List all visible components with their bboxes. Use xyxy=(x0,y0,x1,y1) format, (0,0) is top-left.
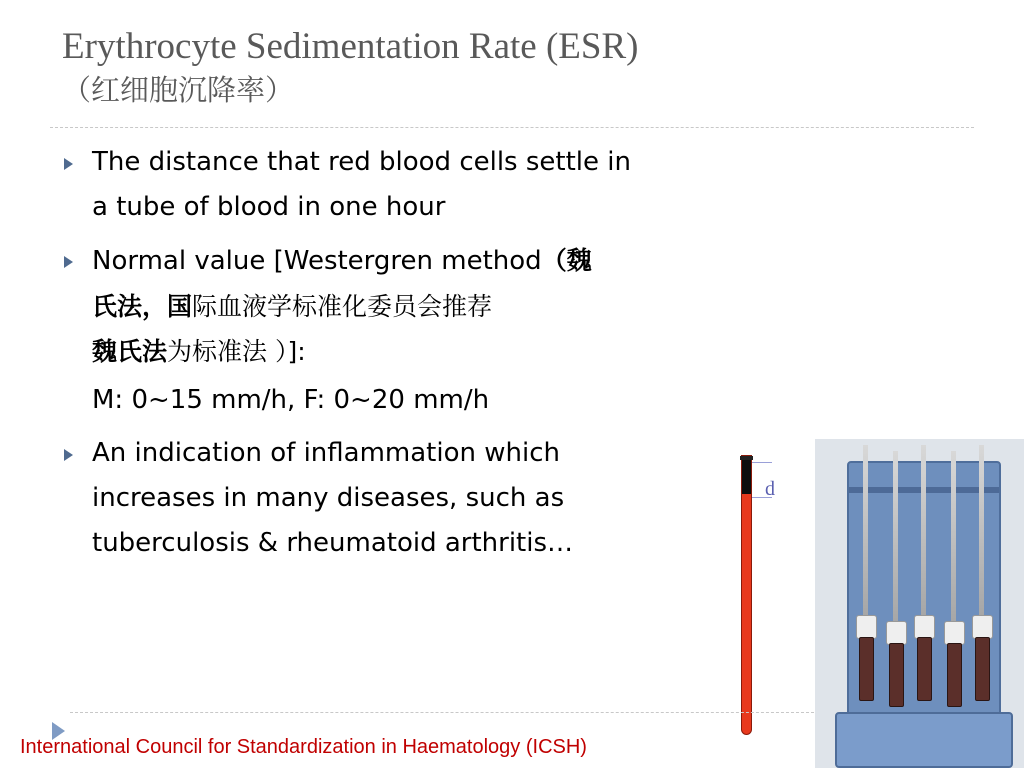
sedimentation-tube xyxy=(741,455,752,735)
pipette xyxy=(951,451,956,661)
bullet-indication xyxy=(60,431,730,566)
pipette xyxy=(921,445,926,655)
method-paren: （魏 xyxy=(541,246,592,275)
slide-title xyxy=(62,24,962,110)
pipette xyxy=(863,445,868,655)
distance-label: d xyxy=(765,478,775,500)
bullet-definition xyxy=(60,140,730,230)
pipette-clamp xyxy=(886,621,907,645)
bullet-normal-value xyxy=(60,238,730,374)
rack-base xyxy=(835,712,1013,768)
pipette xyxy=(979,445,984,655)
bullet-text-line xyxy=(92,238,730,284)
tube-cap xyxy=(740,456,753,460)
triangle-right-icon xyxy=(64,449,73,461)
esr-rack-photo xyxy=(815,439,1024,768)
pipette-clamp xyxy=(944,621,965,645)
normal-values: M: 0~15 mm/h, F: 0~20 mm/h xyxy=(92,385,490,415)
plasma-layer xyxy=(742,456,751,494)
bullet-text-line xyxy=(92,284,730,329)
chinese-bold-text: 氏法，国 xyxy=(92,292,193,321)
blood-vial xyxy=(917,637,932,701)
chinese-text: 为标准法 ）]: xyxy=(167,337,306,366)
blood-vial xyxy=(889,643,904,707)
method-label: Normal value [Westergren method xyxy=(92,246,542,276)
bullet-text-line xyxy=(92,329,730,374)
pipette-clamp xyxy=(856,615,877,639)
bullet-text-line: a tube of blood in one hour xyxy=(92,192,446,222)
blood-vial xyxy=(859,637,874,701)
title-main: Erythrocyte Sedimentation Rate (ESR) xyxy=(62,26,639,67)
pipette-clamp xyxy=(972,615,993,639)
bullet-text-line: increases in many diseases, such as xyxy=(92,483,565,513)
title-subtitle: （红细胞沉降率） xyxy=(62,73,295,107)
bullet-text-line: The distance that red blood cells settle in xyxy=(92,147,631,177)
pipette-clamp xyxy=(914,615,935,639)
rack-body xyxy=(847,461,1001,750)
bullet-text-line: tuberculosis & rheumatoid arthritis… xyxy=(92,528,574,558)
bullet-text-line: An indication of inflammation which xyxy=(92,438,560,468)
blood-vial xyxy=(947,643,962,707)
chinese-text: 际血液学标准化委员会推荐 xyxy=(192,292,493,321)
top-divider xyxy=(50,127,974,128)
blood-vial xyxy=(975,637,990,701)
pipette xyxy=(893,451,898,661)
triangle-right-icon xyxy=(64,158,73,170)
chinese-bold-text: 魏氏法 xyxy=(92,337,168,366)
footer-source: International Council for Standardization in Haematology (ICSH) xyxy=(20,736,587,758)
triangle-right-icon xyxy=(64,256,73,268)
bottom-divider xyxy=(70,712,814,713)
slide-body xyxy=(60,140,730,566)
